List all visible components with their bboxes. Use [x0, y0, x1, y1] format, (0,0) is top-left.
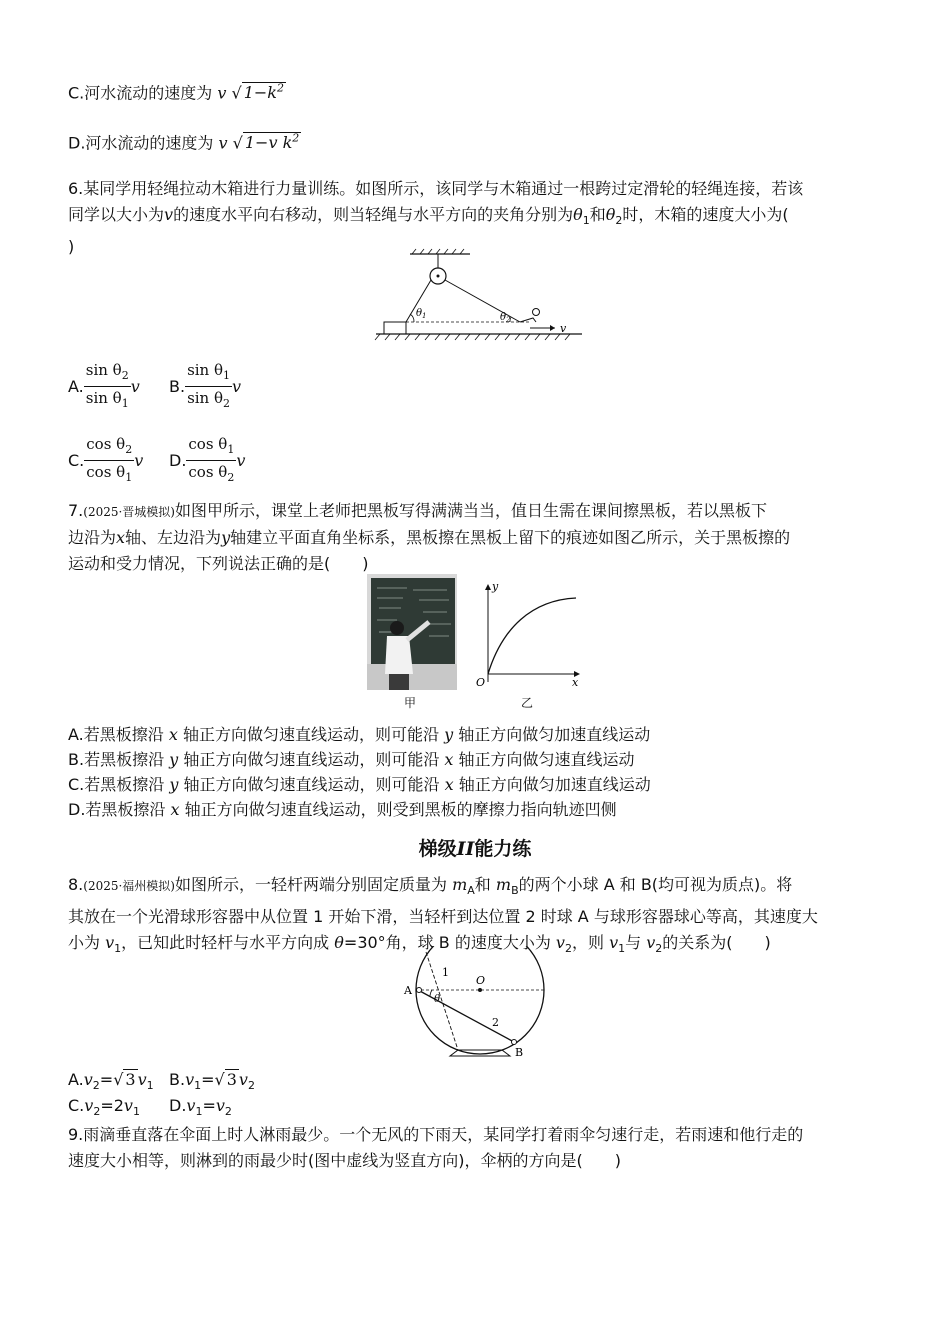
q6-stem: 6.某同学用轻绳拉动木箱进行力量训练。如图所示，该同学与木箱通过一根跨过定滑轮的轻绳连接，若该 同学以大小为v的速度水平向右移动，则当轻绳与水平方向的夹角分别为$\theta_1$和$\theta_2$时，木箱的速度大小为( ): [68, 179, 804, 257]
person-icon: [533, 309, 540, 316]
svg-text:y: y: [492, 580, 499, 593]
svg-text:2: 2: [492, 1016, 499, 1029]
svg-text:v: v: [560, 322, 567, 335]
blackboard-photo: [367, 574, 457, 690]
q7-options: [68, 722, 888, 822]
spherical-container-figure: [398, 946, 548, 1060]
q6-option-c[interactable]: C. $\frac{\cos \theta_2}{\cos \theta_1}$ v: [68, 435, 144, 484]
svg-text:O: O: [476, 974, 486, 987]
q9-stem: 9.雨滴垂直落在伞面上时人淋雨最少。一个无风的下雨天，某同学打着雨伞匀速行走，若雨速和他行走的 速度大小相等，则淋到的雨最少时(图中虚线为竖直方向)，伞柄的方向是( ): [68, 1125, 804, 1170]
wooden-box: [384, 322, 406, 334]
svg-text:A: A: [404, 984, 412, 997]
pulley-figure: [370, 248, 590, 346]
q7-option-c[interactable]: C.若黑板擦沿 y 轴正方向做匀速直线运动，则可能沿 x 轴正方向做匀加速直线运动: [68, 775, 651, 794]
sqrt-expression: √ 1−v $k^2$: [232, 132, 300, 153]
q8-option-d[interactable]: $D.v_1=v_2$: [169, 1096, 232, 1119]
q5-option-d: D.河水流动的速度为 v √ 1−v $k^2$: [68, 126, 888, 156]
q7-stem: 7.(2025·晋城模拟)如图甲所示，课堂上老师把黑板写得满满当当，值日生需在课间擦黑板，若以黑板下 边沿为x轴、左边沿为y轴建立平面直角坐标系，黑板擦在黑板上留下的痕迹如图乙所示，关于黑板擦的 运动和受力情况，下列说法正确的是( ): [68, 501, 791, 573]
q8-stem: 8.(2025·福州模拟)如图所示，一轻杆两端分别固定质量为 $m_A$和 $m_B$的两个小球 A 和 B(均可视为质点)。将 其放在一个光滑球形容器中从位置 1 开始下滑，当轻杆到达位置 2 时球 A 与球形容器球心等高，其速度大 小为 $v_1$，已知此时轻杆与水平方向成 θ=30°角，球 B 的速度大小为 $v_2$，则 $v_1$与 $v_2$的关系为( ): [68, 875, 818, 956]
q8-option-b[interactable]: $B.v_1=√$ 3 $v_2$: [169, 1070, 255, 1093]
q5-option-c: C.河水流动的速度为 v √ $1-k^2$: [68, 76, 888, 106]
svg-text:x: x: [572, 676, 579, 689]
q6-option-b[interactable]: B. $\frac{\sin \theta_1}{\sin \theta_2}$ v: [169, 361, 242, 410]
svg-text:O: O: [476, 676, 486, 689]
section-heading: 梯级II能力练: [418, 838, 532, 860]
trajectory-curve: [488, 598, 576, 674]
trajectory-graph: [472, 578, 584, 690]
figure-label-yi: 乙: [521, 696, 534, 710]
q7-option-d[interactable]: D.若黑板擦沿 x 轴正方向做匀速直线运动，则受到黑板的摩擦力指向轨迹凹侧: [68, 800, 617, 819]
svg-text:θ: θ: [434, 994, 441, 1005]
q7-option-b[interactable]: B.若黑板擦沿 y 轴正方向做匀速直线运动，则可能沿 x 轴正方向做匀速直线运动: [68, 750, 635, 769]
q7-option-a[interactable]: A.若黑板擦沿 x 轴正方向做匀速直线运动，则可能沿 y 轴正方向做匀加速直线运动: [68, 725, 651, 744]
q6-option-d[interactable]: D. $\frac{\cos \theta_1}{\cos \theta_2}$ v: [169, 435, 246, 484]
svg-text:θ1: $\theta_1$: [416, 308, 427, 320]
svg-text:θ2: $\theta_2$: [500, 312, 511, 324]
svg-text:B: B: [515, 1046, 524, 1059]
q8-option-c[interactable]: $C.v_2=2v_1$: [68, 1096, 140, 1119]
q8-option-a[interactable]: $A.v_2=√$ 3 $v_1$: [68, 1070, 154, 1093]
svg-text:1: 1: [442, 966, 449, 979]
sqrt-expression: √ $1-k^2$: [231, 82, 284, 103]
q6-option-a[interactable]: A. $\frac{\sin \theta_2}{\sin \theta_1}$ v: [68, 361, 140, 410]
figure-label-jia: 甲: [404, 696, 417, 710]
